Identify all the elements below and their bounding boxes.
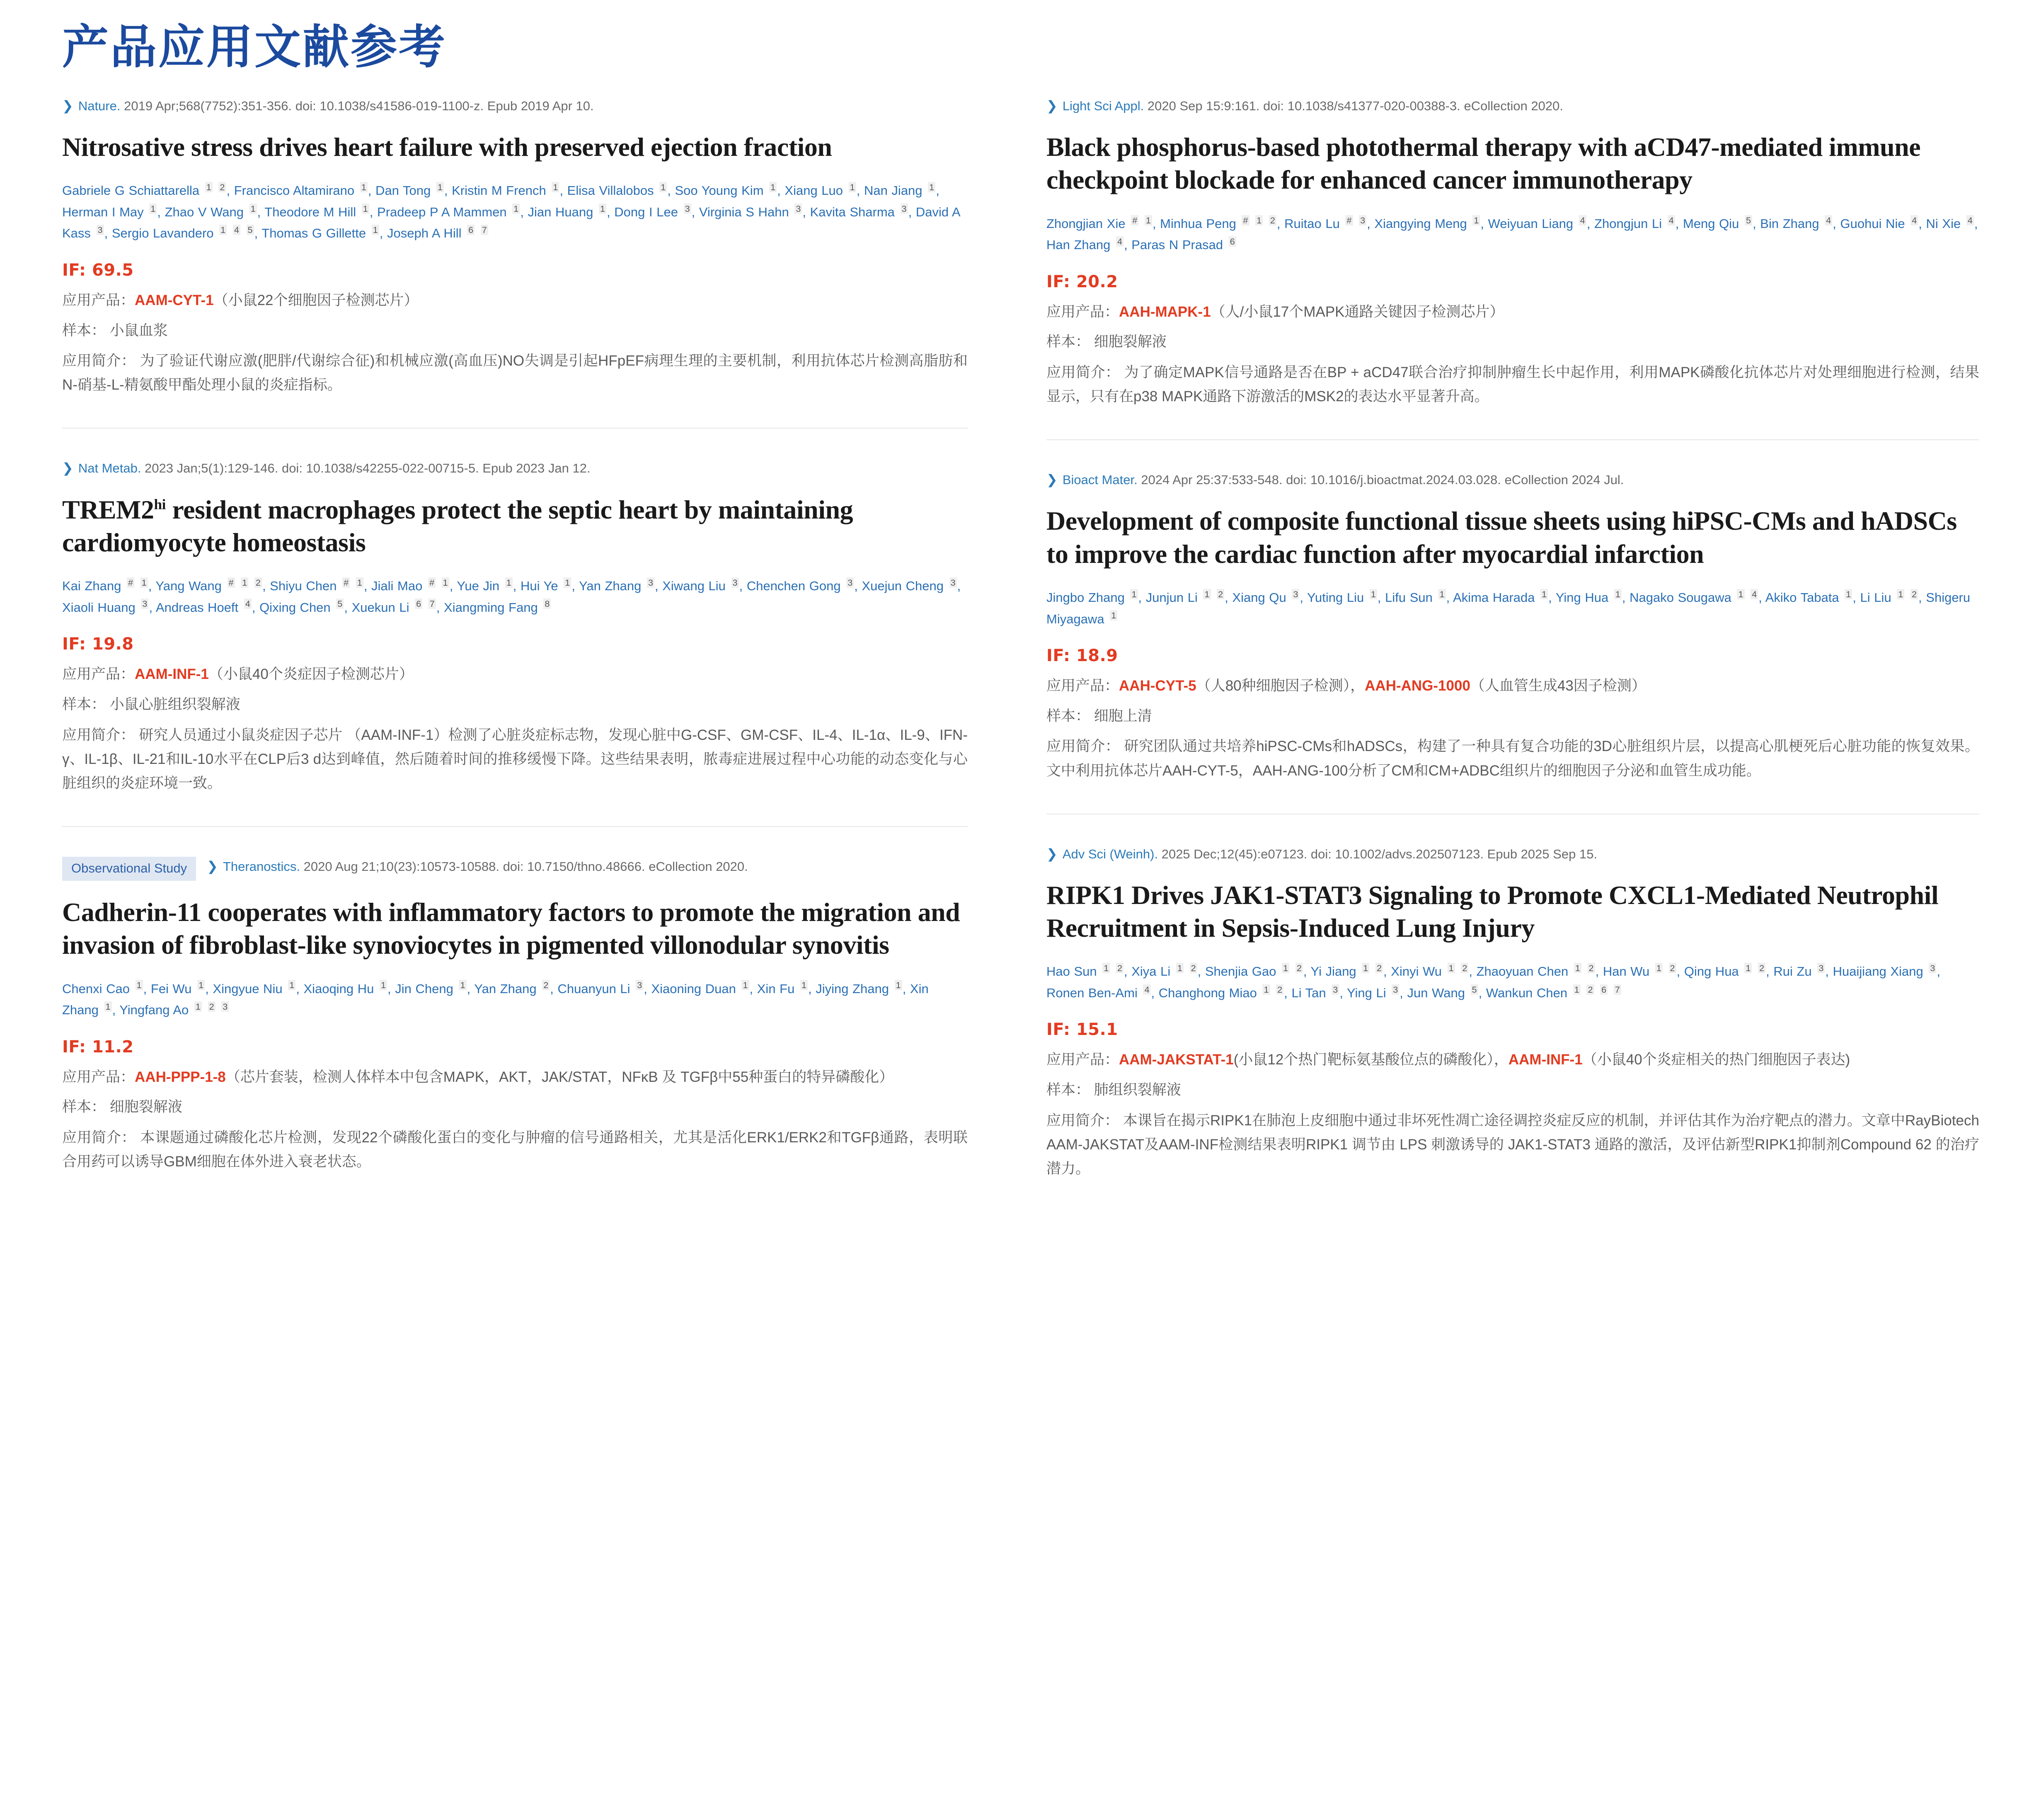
right-column bbox=[1017, 96, 2029, 1181]
citation-row bbox=[62, 458, 968, 478]
citation-details: 2023 Jan;5(1):129-146. doi: 10.1038/s42255-022-00715-5. Epub 2023 Jan 12. bbox=[141, 461, 591, 476]
journal-link[interactable]: Nat Metab. bbox=[78, 461, 141, 476]
applied-product-line: 应用产品：AAM-JAKSTAT-1(小鼠12个热门靶标氨基酸位点的磷酸化），AAM-INF-1（小鼠40个炎症相关的热门细胞因子表达) bbox=[1046, 1052, 1850, 1068]
journal-link[interactable]: Nature. bbox=[78, 99, 121, 113]
chevron-right-icon: ❯ bbox=[1046, 472, 1058, 487]
article-title[interactable]: RIPK1 Drives JAK1-STAT3 Signaling to Promote CXCL1-Mediated Neutrophil Recruitment in Sepsis-Induced Lung Injury bbox=[1046, 880, 1939, 943]
citation-details: 2020 Sep 15:9:161. doi: 10.1038/s41377-020-00388-3. eCollection 2020. bbox=[1144, 99, 1564, 113]
chevron-right-icon: ❯ bbox=[1046, 846, 1058, 861]
article-title[interactable]: $TREM2^{hi}$ resident macrophages protect the septic heart by maintaining cardiomyocyte homeostasis bbox=[62, 494, 853, 557]
applied-product-line: 应用产品：AAH-PPP-1-8（芯片套装，检测人体样本中包含MAPK，AKT，JAK/STAT，NFκB 及 TGFβ中55种蛋白的特异磷酸化） bbox=[62, 1069, 894, 1085]
author-list: Kai Zhang # $^1$ , Yang Wang # $^1$ $^2$ , Shiyu Chen # $^1$ , Jiali Mao # $^1$ , Yue Jin $^1$ , Hui Ye $^1$ , Yan Zhang $^3$ , Xiwang Liu $^3$ , Chenchen Gong $^3$ , Xuejun Cheng $^3$ , Xiaoli Huang $^3$ , Andreas Hoeft $^4$ , Qixing Chen $^5$ , Xuekun Li $^6$ $^7$ , Xiangming Fang $^8$ bbox=[62, 577, 961, 615]
page-title: 产品应用文献参考 bbox=[62, 20, 447, 74]
article-card bbox=[1046, 96, 1979, 409]
impact-factor: IF: 11.2 bbox=[62, 1037, 134, 1057]
journal-link[interactable]: Light Sci Appl. bbox=[1062, 99, 1144, 113]
chevron-right-icon: ❯ bbox=[62, 98, 73, 113]
chevron-right-icon: ❯ bbox=[62, 460, 73, 476]
citation-text bbox=[207, 857, 968, 876]
sample-line: 样本： 小鼠心脏组织裂解液 bbox=[62, 696, 240, 712]
product-code-secondary[interactable]: AAM-INF-1 bbox=[1508, 1052, 1583, 1068]
journal-link[interactable]: Theranostics. bbox=[223, 859, 300, 874]
product-code[interactable]: AAM-CYT-1 bbox=[135, 292, 214, 308]
product-code[interactable]: AAM-JAKSTAT-1 bbox=[1119, 1052, 1234, 1068]
applied-product-line: 应用产品：AAM-INF-1（小鼠40个炎症因子检测芯片） bbox=[62, 666, 414, 683]
citation-text bbox=[1046, 96, 1979, 116]
sample-line: 样本： 细胞上清 bbox=[1046, 708, 1152, 724]
product-code-secondary[interactable]: AAH-ANG-1000 bbox=[1365, 678, 1470, 694]
citation-details: 2019 Apr;568(7752):351-356. doi: 10.1038/s41586-019-1100-z. Epub 2019 Apr 10. bbox=[120, 99, 594, 113]
application-intro: 应用简介： 为了确定MAPK信号通路是否在BP + aCD47联合治疗抑制肿瘤生长中起作用，利用MAPK磷酸化抗体芯片对处理细胞进行检测，结果显示，只有在p38 MAPK通路下游激活的MSK2的表达水平显著升高。 bbox=[1046, 364, 1979, 405]
journal-link[interactable]: Adv Sci (Weinh). bbox=[1062, 846, 1158, 861]
author-list: Gabriele G Schiattarella $^1$ $^2$ , Francisco Altamirano $^1$ , Dan Tong $^1$ , Kristin M French $^1$ , Elisa Villalobos $^1$ , Soo Young Kim $^1$ , Xiang Luo $^1$ , Nan Jiang $^1$ , Herman I May $^1$ , Zhao V Wang $^1$ , Theodore M Hill $^1$ , Pradeep P A Mammen $^1$ , Jian Huang $^1$ , Dong I Lee $^3$ , Virginia S Hahn $^3$ , Kavita Sharma $^3$ , David A Kass $^3$ , Sergio Lavandero $^1$ $^4$ $^5$ , Thomas G Gillette $^1$ , Joseph A Hill $^6$ $^7$ bbox=[62, 182, 960, 241]
applied-product-line: 应用产品：AAM-CYT-1（小鼠22个细胞因子检测芯片） bbox=[62, 292, 419, 308]
sample-line: 样本： 肺组织裂解液 bbox=[1046, 1082, 1181, 1098]
product-code[interactable]: AAH-PPP-1-8 bbox=[135, 1069, 226, 1085]
author-list: Jingbo Zhang $^1$ , Junjun Li $^1$ $^2$ , Xiang Qu $^3$ , Yuting Liu $^1$ , Lifu Sun $^1$ , Akima Harada $^1$ , Ying Hua $^1$ , Nagako Sougawa $^1$ $^4$ , Akiko Tabata $^1$ , Li Liu $^1$ $^2$ , Shigeru Miyagawa $^1$ bbox=[1046, 589, 1971, 626]
citation-row bbox=[62, 96, 968, 116]
sample-line: 样本： 细胞裂解液 bbox=[1046, 334, 1167, 350]
citation-details: 2024 Apr 25:37:533-548. doi: 10.1016/j.bioactmat.2024.03.028. eCollection 2024 Jul. bbox=[1137, 473, 1624, 487]
journal-link[interactable]: Bioact Mater. bbox=[1062, 473, 1138, 487]
publication-type-badge: Observational Study bbox=[62, 857, 196, 881]
sample-line: 样本： 小鼠血浆 bbox=[62, 322, 168, 339]
application-intro: 应用简介： 本课旨在揭示RIPK1在肺泡上皮细胞中通过非坏死性凋亡途径调控炎症反应的机制，并评估其作为治疗靶点的潜力。文章中RayBiotech AAM-JAKSTAT及AAM-INF检测结果表明RIPK1 调节由 LPS 刺激诱导的 JAK1-STAT3 通路的激活，及评估新型RIPK1抑制剂Compound 62 的治疗潜力。 bbox=[1046, 1112, 1979, 1177]
application-intro: 应用简介： 研究团队通过共培养hiPSC-CMs和hADSCs，构建了一种具有复合功能的3D心脏组织片层，以提高心肌梗死后心脏功能的恢复效果。文中利用抗体芯片AAH-CYT-5，AAH-ANG-100分析了CM和CM+ADBC组织片的细胞因子分泌和血管生成功能。 bbox=[1046, 738, 1979, 779]
application-intro: 应用简介： 研究人员通过小鼠炎症因子芯片 （AAM-INF-1）检测了心脏炎症标志物，发现心脏中G-CSF、GM-CSF、IL-4、IL-1α、IL-9、IFN-γ、IL-1β、IL-21和IL-10水平在CLP后3 d达到峰值，然后随着时间的推移缓慢下降。这些结果表明，脓毒症进展过程中心功能的动态变化与心脏组织的炎症环境一致。 bbox=[62, 727, 968, 791]
article-title[interactable]: Black phosphorus-based photothermal therapy with aCD47-mediated immune checkpoint blockade for enhanced cancer immunotherapy bbox=[1046, 132, 1921, 195]
citation-row bbox=[62, 857, 968, 881]
article-card bbox=[1046, 814, 1979, 1181]
citation-text bbox=[1046, 470, 1979, 490]
citation-details: 2025 Dec;12(45):e07123. doi: 10.1002/advs.202507123. Epub 2025 Sep 15. bbox=[1158, 846, 1598, 861]
article-card bbox=[62, 96, 968, 397]
product-code[interactable]: AAM-INF-1 bbox=[135, 666, 209, 683]
impact-factor: IF: 19.8 bbox=[62, 635, 134, 654]
chevron-right-icon: ❯ bbox=[1046, 98, 1058, 113]
citation-row bbox=[1046, 96, 1979, 116]
product-code[interactable]: AAH-MAPK-1 bbox=[1119, 303, 1211, 320]
citation-text bbox=[1046, 844, 1979, 864]
article-card bbox=[62, 826, 968, 1174]
page-header bbox=[0, 0, 2029, 74]
citation-row bbox=[1046, 470, 1979, 490]
product-code[interactable]: AAH-CYT-5 bbox=[1119, 678, 1196, 694]
application-intro: 应用简介： 本课题通过磷酸化芯片检测，发现22个磷酸化蛋白的变化与肿瘤的信号通路相关，尤其是活化ERK1/ERK2和TGFβ通路，表明联合用药可以诱导GBM细胞在体外进入衰老状态。 bbox=[62, 1129, 968, 1170]
article-title[interactable]: Development of composite functional tissue sheets using hiPSC-CMs and hADSCs to improve the cardiac function after myocardial infarction bbox=[1046, 506, 1957, 569]
author-list: Zhongjian Xie # $^1$ , Minhua Peng # $^1$ $^2$ , Ruitao Lu # $^3$ , Xiangying Meng $^1$ , Weiyuan Liang $^4$ , Zhongjun Li $^4$ , Meng Qiu $^5$ , Bin Zhang $^4$ , Guohui Nie $^4$ , Ni Xie $^4$ , Han Zhang $^4$ , Paras N Prasad $^6$ bbox=[1046, 215, 1978, 252]
left-column bbox=[0, 96, 1017, 1174]
author-list: Hao Sun $^1$ $^2$ , Xiya Li $^1$ $^2$ , Shenjia Gao $^1$ $^2$ , Yi Jiang $^1$ $^2$ , Xinyi Wu $^1$ $^2$ , Zhaoyuan Chen $^1$ $^2$ , Han Wu $^1$ $^2$ , Qing Hua $^1$ $^2$ , Rui Zu $^3$ , Huaijiang Xiang $^3$ , Ronen Ben-Ami $^4$ , Changhong Miao $^1$ $^2$ , Li Tan $^3$ , Ying Li $^3$ , Jun Wang $^5$ , Wankun Chen $^1$ $^2$ $^6$ $^7$ bbox=[1046, 963, 1941, 1000]
author-list: Chenxi Cao $^1$ , Fei Wu $^1$ , Xingyue Niu $^1$ , Xiaoqing Hu $^1$ , Jin Cheng $^1$ , Yan Zhang $^2$ , Chuanyun Li $^3$ , Xiaoning Duan $^1$ , Xin Fu $^1$ , Jiying Zhang $^1$ , Xin Zhang $^1$ , Yingfang Ao $^1$ $^2$ $^3$ bbox=[62, 980, 929, 1018]
applied-product-line: 应用产品：AAH-CYT-5（人80种细胞因子检测），AAH-ANG-1000（人血管生成43因子检测） bbox=[1046, 678, 1646, 694]
citation-text bbox=[62, 458, 968, 478]
citation-row bbox=[1046, 844, 1979, 864]
article-title[interactable]: Nitrosative stress drives heart failure with preserved ejection fraction bbox=[62, 132, 832, 162]
citation-details: 2020 Aug 21;10(23):10573-10588. doi: 10.7150/thno.48666. eCollection 2020. bbox=[300, 859, 748, 874]
sample-line: 样本： 细胞裂解液 bbox=[62, 1099, 182, 1115]
article-title[interactable]: Cadherin-11 cooperates with inflammatory factors to promote the migration and invasion of fibroblast-like synoviocytes in pigmented villonodular synovitis bbox=[62, 897, 960, 960]
impact-factor: IF: 20.2 bbox=[1046, 272, 1118, 291]
impact-factor: IF: 15.1 bbox=[1046, 1020, 1118, 1040]
article-card bbox=[62, 428, 968, 795]
chevron-right-icon: ❯ bbox=[207, 858, 218, 874]
citation-text bbox=[62, 96, 968, 116]
article-columns bbox=[0, 96, 2029, 1181]
application-intro: 应用简介： 为了验证代谢应激(肥胖/代谢综合征)和机械应激(高血压)NO失调是引起HFpEF病理生理的主要机制，利用抗体芯片检测高脂肪和N-硝基-L-精氨酸甲酯处理小鼠的炎症指标。 bbox=[62, 353, 968, 393]
impact-factor: IF: 18.9 bbox=[1046, 646, 1118, 666]
article-card bbox=[1046, 439, 1979, 783]
applied-product-line: 应用产品：AAH-MAPK-1（人/小鼠17个MAPK通路关键因子检测芯片） bbox=[1046, 303, 1504, 320]
impact-factor: IF: 69.5 bbox=[62, 260, 134, 280]
